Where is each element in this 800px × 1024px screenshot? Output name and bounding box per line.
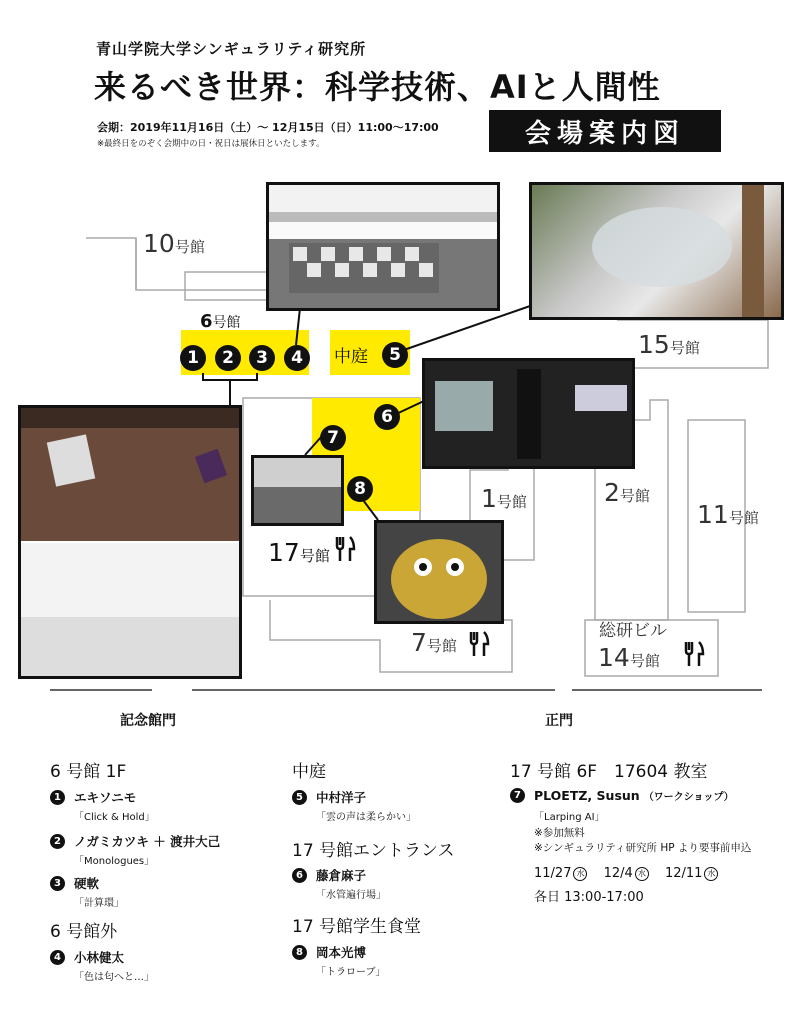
fork-knife-icon (334, 535, 356, 563)
section-b6-outside: 6 号館外 (50, 922, 118, 942)
marker-5: 5 (382, 342, 408, 368)
fork-knife-icon (468, 630, 490, 658)
section-courtyard: 中庭 (292, 762, 326, 782)
marker-2: 2 (215, 345, 241, 371)
legend-item-6: 6 藤倉麻子 (292, 866, 366, 884)
label-b7: 7号館 (411, 628, 457, 657)
workshop-dates: 11/27 水 12/4 水 12/11 水 (534, 866, 718, 881)
section-b6-1f: 6 号館 1F (50, 762, 127, 782)
marker-8: 8 (347, 476, 373, 502)
workshop-time: 各日 13:00-17:00 (534, 890, 644, 905)
label-b11: 11号館 (697, 500, 759, 529)
photo-sculpture (374, 520, 504, 624)
legend-work-7: 「Larping AI」 (534, 812, 605, 823)
reservation-note: ※シンギュラリティ研究所 HP より要事前申込 (534, 842, 752, 854)
free-note: ※参加無料 (534, 827, 585, 839)
section-b17-entrance: 17 号館エントランス (292, 841, 455, 861)
legend-item-1: 1 エキソニモ (50, 788, 136, 806)
label-b6: 6号館 (200, 311, 241, 332)
photo-building-6 (266, 182, 500, 311)
legend-work-5: 「雲の声は柔らかい」 (316, 812, 416, 823)
legend-item-7: 7 PLOETZ, Susun （ワークショップ） (510, 788, 734, 803)
legend-work-6: 「水管遍行場」 (316, 890, 386, 901)
label-soken-building: 総研ビル (599, 621, 667, 641)
photo-building-6-interior (18, 405, 242, 679)
legend-work-8: 「トラローブ」 (316, 967, 386, 978)
section-b17-cafeteria: 17 号館学生食堂 (292, 917, 422, 937)
photo-classroom (251, 455, 344, 526)
legend-item-5: 5 中村洋子 (292, 788, 366, 806)
legend-item-3: 3 硬軟 (50, 874, 99, 892)
label-b15: 15号館 (638, 330, 700, 359)
venue-map-badge: 会場案内図 (489, 110, 721, 152)
legend-item-2: 2 ノガミカツキ ＋ 渡井大己 (50, 832, 220, 850)
section-b17-6f: 17 号館 6F 17604 教室 (510, 762, 708, 782)
label-b17: 17号館 (268, 538, 330, 567)
gate-seimon: 正門 (545, 713, 573, 729)
marker-bracket (203, 373, 257, 405)
label-b1: 1号館 (481, 484, 527, 513)
legend-item-8: 8 岡本光博 (292, 943, 366, 961)
legend-work-4: 「色は匂へと…」 (74, 972, 154, 983)
label-b14: 14号館 (598, 643, 660, 672)
exhibition-title: 来るべき世界：科学技術、AIと人間性 (94, 68, 661, 106)
marker-1: 1 (180, 345, 206, 371)
marker-4: 4 (284, 345, 310, 371)
legend-work-3: 「計算環」 (74, 898, 124, 909)
connector-5 (398, 305, 533, 352)
marker-6: 6 (374, 404, 400, 430)
gate-kinen: 記念館門 (120, 713, 176, 729)
marker-3: 3 (249, 345, 275, 371)
marker-7: 7 (320, 425, 346, 451)
label-b10: 10号館 (143, 229, 205, 258)
exhibition-period: 会期：2019年11月16日（土）～ 12月15日（日）11:00～17:00 (97, 121, 439, 134)
legend-work-2: 「Monologues」 (74, 856, 155, 867)
photo-entrance (422, 358, 635, 469)
closed-days-note: ※最終日をのぞく会期中の日・祝日は展休日といたします。 (97, 139, 325, 149)
legend-item-4: 4 小林健太 (50, 948, 124, 966)
legend-work-1: 「Click & Hold」 (74, 812, 155, 823)
fork-knife-icon (683, 640, 705, 668)
label-b2: 2号館 (604, 478, 650, 507)
organization-name: 青山学院大学シンギュラリティ研究所 (96, 40, 367, 58)
label-courtyard: 中庭 (334, 347, 368, 367)
photo-courtyard (529, 182, 784, 320)
